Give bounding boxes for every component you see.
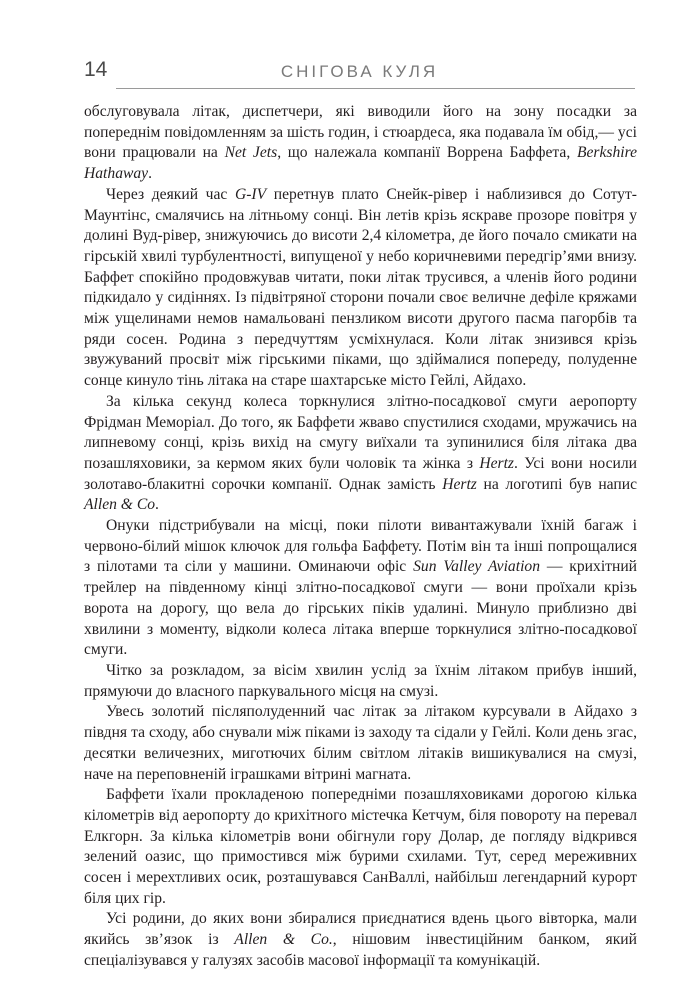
text-run: Онуки підстрибували на місці, поки пілоти вивантажували їхній багаж і червоно-білий мішок ключок для гольфа Баффету. Потім він та інші попрощалися з пілотами та сіли у машини. Оминаючи офіс [84,517,637,576]
text-run: . Усі вони носили золотаво-блакитні сорочки компанії. Однак замість [84,454,637,493]
text-run: За кілька секунд колеса торкнулися злітно-посадкової смуги аеропорту Фрідман Меморіал. До того, як Баффети жваво спустилися сходами, мружачись на липневому сонці, крізь вихід на смугу виїхали та зупинилися біля літака два позашляховики, за кермом яких були чоловік та жінка з [84,392,637,472]
italic-text: Hertz [442,475,477,493]
text-run: обслуговувала літак, диспетчери, які виводили його на зону посадки за попереднім повідомленням за шість годин, і стюардеса, яка подавала їм обід,— усі вони працювали на [84,103,637,162]
text-run: — крихітний трейлер на південному кінці злітно-посадкової смуги — вони проїхали крізь ворота на дорогу, що вела до гірських піків удалині. Минуло приблизно дві хвилини з моменту, відколи колеса літака вперше торкнулися злітно-посадкової смуги. [84,558,638,659]
text-run: . [155,496,159,514]
text-run: . [148,165,153,183]
paragraph [84,785,637,909]
paragraph [84,392,637,516]
text-run: перетнув плато Снейк-рівер і наблизився до Сотут-Маунтінс, смалячись на літньому сонці. Він летів крізь яскраве прозоре повітря у долині Вуд-рівер, знижуючись до висоти 2,4 кілометра, де його почало смикати на гірській хвилі турбулентності, випущеної у небо коричневими передгір’ями внизу. Баффет спокійно продовжував читати, поки літак трусився, а членів його родини підкидало у сидіннях. Із підвітряної сторони почали своє величне дефіле кряжами між ущелинами немов намальовані пензликом висоти другого пасма пагорбів та ряди сосен. Родина з передчуттям усміхнулася. Коли літак знизився крізь звужуваний просвіт між гірськими піками, що здіймалися попереду, полуденне сонце кинуло тінь літака на старе шахтарське місто Гейлі, Айдахо. [84,185,637,390]
text-run: на логотипі був напис [476,475,638,493]
body-text [84,102,637,972]
text-run: Баффети їхали прокладеною попередніми позашляховиками дорогою кілька кілометрів від аеропорту до крихітного містечка Кетчум, біля повороту на перевал Елкгорн. За кілька кілометрів вони обігнули гору Долар, де погляду відкрився зелений оазис, що примостився між бурими схилами. Тут, серед мереживних сосен і мерехтливих осик, розташувався СанВаллі, найбільш легендарний курорт біля цих гір. [84,786,637,907]
page-header [84,56,635,92]
text-run: , що належала компанії Воррена Баффета, [277,144,577,162]
italic-text: Hertz [479,454,514,472]
italic-text: Berkshire Hathaway [84,144,638,183]
italic-text: G-IV [234,185,267,203]
text-run: Увесь золотий післяполуденний час літак за літаком курсували в Айдахо з півдня та сходу, або снували між піками із заходу та сідали у Гейлі. Коли день згас, десятки величезних, миготючих білим світлом літаків вишикувалися на смузі, наче на переповненій іграшками вітрині магната. [84,703,637,783]
italic-text: Net Jets [224,144,278,162]
page-number: 14 [84,58,108,81]
text-run: Чітко за розкладом, за вісім хвилин услід за їхнім літаком прибув інший, прямуючи до власного паркувального місця на смузі. [84,661,637,700]
paragraph [84,909,637,971]
paragraph [84,702,637,785]
paragraph [84,661,637,702]
paragraph [84,516,637,661]
paragraph [84,185,637,392]
italic-text: Allen & Co [84,496,156,514]
running-title: СНІГОВА КУЛЯ [280,62,439,81]
text-run: Усі родини, до яких вони збиралися приєднатися вдень цього вівторка, мали якийсь зв’язок із [84,910,637,949]
text-run: Через деякий час [106,185,235,203]
italic-text: Allen & Co. [234,931,333,949]
italic-text: Sun Valley Aviation [413,558,540,576]
header-rule [116,88,635,89]
paragraph [84,102,637,185]
text-run: , нішовим інвестиційним банком, який спеціалізувався у галузях засобів масової інформації та комунікацій. [84,931,637,969]
